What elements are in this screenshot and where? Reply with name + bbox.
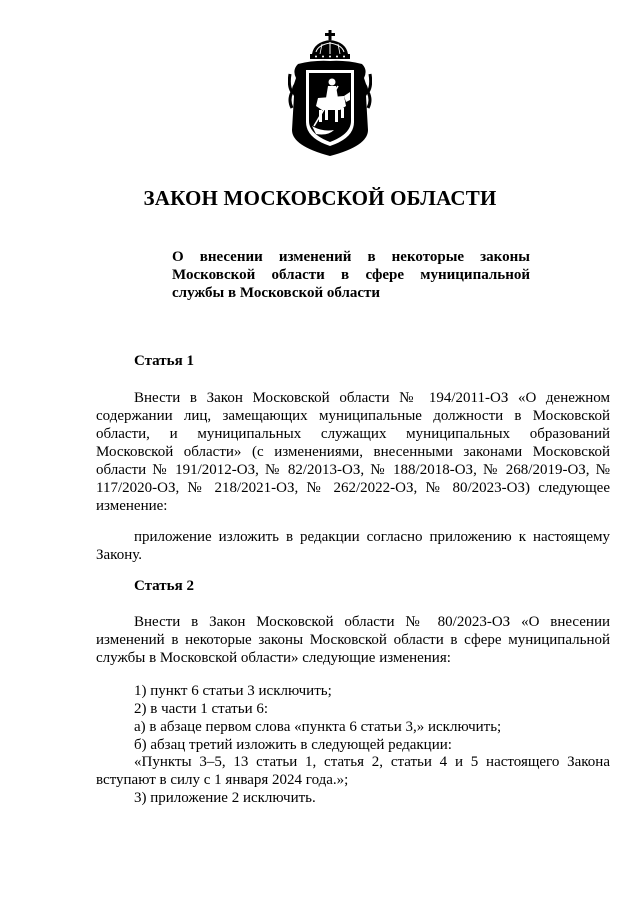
article-2-item: 3) приложение 2 исключить. [134, 790, 316, 806]
subtitle-line: Московской области в сфере муниципальной [172, 267, 530, 283]
article-2-intro: Внести в Закон Московской области № 80/2023-ОЗ «О внесении изменений в некоторые законы Московской области в сфере муниципальной службы в Московской области» следующие изменения: [96, 614, 610, 666]
article-1-paragraph-2: приложение изложить в редакции согласно приложению к настоящему Закону. [96, 529, 610, 563]
crown-icon [310, 30, 350, 59]
article-1-heading: Статья 1 [134, 353, 194, 369]
subtitle-line: О внесении изменений в некоторые законы [172, 249, 530, 265]
law-subtitle [172, 248, 530, 302]
article-2-item: 2) в части 1 статьи 6: [134, 701, 269, 717]
article-2-item: б) абзац третий изложить в следующей редакции: [134, 737, 452, 753]
law-title: ЗАКОН МОСКОВСКОЙ ОБЛАСТИ [143, 186, 497, 210]
article-2-heading: Статья 2 [134, 578, 194, 594]
article-2-item: 1) пункт 6 статьи 3 исключить; [134, 683, 332, 699]
article-2-item-quote: «Пункты 3–5, 13 статьи 1, статья 2, статьи 4 и 5 настоящего Закона вступают в силу с 1 января 2024 года.»; [96, 754, 610, 788]
article-2-item: а) в абзаце первом слова «пункта 6 статьи 3,» исключить; [134, 719, 502, 735]
article-1-paragraph-1: Внести в Закон Московской области № 194/2011-ОЗ «О денежном содержании лиц, замещающих муниципальные должности в Московской области, и муниципальных служащих муниципальных образований Московской области» (с изменениями, внесенными законами Московской области № 191/2012-ОЗ, № 82/2013-ОЗ, № 188/2018-ОЗ, № 268/2019-ОЗ, № 117/2020-ОЗ, № 218/2021-ОЗ, № 262/2022-ОЗ, № 80/2023-ОЗ) следующее изменение: [96, 390, 610, 514]
coat-of-arms-icon [288, 30, 372, 158]
subtitle-line: службы в Московской области [172, 285, 381, 301]
